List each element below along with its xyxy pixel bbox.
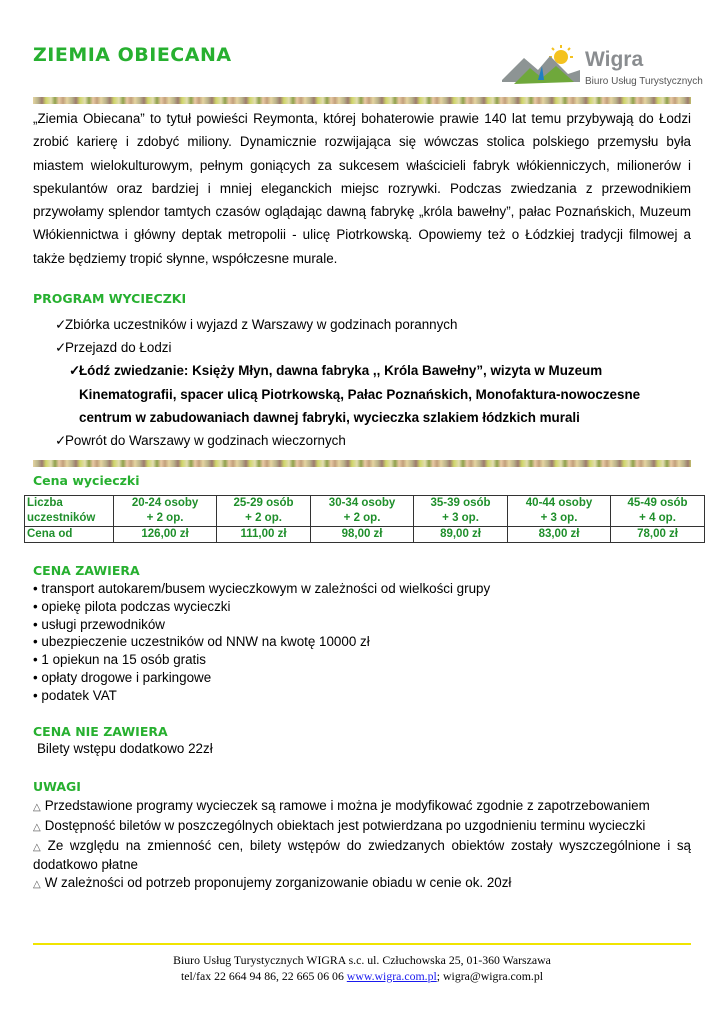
table-cell: 45-49 osób + 4 op. bbox=[611, 496, 705, 527]
intro-paragraph: „Ziemia Obiecana” to tytuł powieści Reymonta, której bohaterowie prawie 140 lat temu przybywają do Łodzi zrobić karierę i zdobyć miliony. Dynamicznie rozwijająca się wówczas stolica polskiego przemysłu była miastem wielokulturowym, pełnym goniących za sukcesem właścicieli fabryk włókienniczych, milionerów i spekulantów oraz bardziej i mniej eleganckich miejsc rozrywki. Podczas zwiedzania z przewodnikiem przywołamy splendor tamtych czasów oglądając dawną fabrykę „króla bawełny”, pałac Poznańskich, Muzeum Włókiennictwa i główny deptak metropolii - ulicę Piotrkowską. Opowiemy też o Łódzkiej tradycji filmowej a także będziemy tropić słynne, współczesne murale. bbox=[33, 111, 691, 266]
mountain-logo-icon bbox=[500, 44, 582, 90]
list-item: △ Ze względu na zmienność cen, bilety wstępów do zwiedzanych obiektów zostały wyszczególnione i są dodatkowo płatne bbox=[33, 837, 691, 873]
table-cell: 98,00 zł bbox=[310, 527, 413, 543]
table-cell: Cena od bbox=[25, 527, 114, 543]
list-item: △ Dostępność biletów w poszczególnych obiektach jest potwierdzana po uzgodnieniu terminu wycieczki bbox=[33, 817, 646, 833]
check-icon: ✓ bbox=[55, 339, 67, 355]
excludes-text: Bilety wstępu dodatkowo 22zł bbox=[37, 741, 213, 756]
table-cell: 78,00 zł bbox=[611, 527, 705, 543]
footer-contact: tel/fax 22 664 94 86, 22 665 06 06 www.wigra.com.pl; wigra@wigra.com.pl bbox=[181, 969, 543, 983]
triangle-bullet-icon: △ bbox=[33, 802, 41, 813]
list-item: ✓Łódź zwiedzanie: Księży Młyn, dawna fabryka ,, Króla Bawełny”, wizyta w Muzeum Kinematografii, spacer ulicą Piotrkowską, Pałac Poznańskich, Monofaktura-nowoczesne centrum w zabudowaniach dawnej fabryki, wycieczka szlakiem łódzkich murali bbox=[55, 359, 695, 430]
program-heading: PROGRAM WYCIECZKI bbox=[33, 291, 187, 306]
check-icon: ✓ bbox=[55, 317, 67, 332]
list-item: • opłaty drogowe i parkingowe bbox=[33, 669, 212, 685]
list-item: △ Przedstawione programy wycieczek są ramowe i można je modyfikować zgodnie z zapotrzebowaniem bbox=[33, 798, 650, 813]
decorative-divider bbox=[33, 460, 691, 467]
table-cell: 35-39 osób + 3 op. bbox=[414, 496, 508, 527]
triangle-bullet-icon: △ bbox=[33, 821, 41, 833]
table-cell: 30-34 osoby + 2 op. bbox=[310, 496, 413, 527]
company-logo bbox=[500, 44, 703, 90]
table-cell: 126,00 zł bbox=[114, 527, 217, 543]
list-item: △ W zależności od potrzeb proponujemy zorganizowanie obiadu w cenie ok. 20zł bbox=[33, 875, 512, 891]
decorative-divider bbox=[33, 97, 691, 104]
list-item: ✓Przejazd do Łodzi bbox=[55, 337, 695, 360]
list-item: • podatek VAT bbox=[33, 687, 117, 703]
notes-heading: UWAGI bbox=[33, 779, 81, 794]
logo-name: Wigra bbox=[585, 48, 644, 71]
table-cell: 89,00 zł bbox=[414, 527, 508, 543]
list-item: • usługi przewodników bbox=[33, 616, 165, 632]
table-cell: 20-24 osoby + 2 op. bbox=[114, 496, 217, 527]
table-row bbox=[25, 496, 705, 527]
list-item: ✓Powrót do Warszawy w godzinach wieczornych bbox=[55, 430, 695, 453]
check-icon: ✓ bbox=[69, 363, 81, 378]
table-cell: 111,00 zł bbox=[217, 527, 311, 543]
price-table bbox=[24, 495, 705, 543]
pricing-heading: Cena wycieczki bbox=[33, 473, 140, 488]
list-item: ✓Zbiórka uczestników i wyjazd z Warszawy w godzinach porannych bbox=[55, 314, 695, 337]
triangle-bullet-icon: △ bbox=[33, 879, 41, 891]
footer-divider bbox=[33, 943, 691, 945]
logo-subtitle: Biuro Usług Turystycznych bbox=[585, 76, 703, 87]
program-list bbox=[55, 314, 695, 452]
table-cell: 83,00 zł bbox=[507, 527, 610, 543]
excludes-heading: CENA NIE ZAWIERA bbox=[33, 724, 168, 739]
list-item: • 1 opiekun na 15 osób gratis bbox=[33, 652, 206, 668]
notes-list bbox=[33, 797, 691, 894]
table-cell: 25-29 osób + 2 op. bbox=[217, 496, 311, 527]
table-cell: Liczba uczestników bbox=[25, 496, 114, 527]
triangle-bullet-icon: △ bbox=[33, 841, 44, 853]
list-item: • opiekę pilota podczas wycieczki bbox=[33, 598, 231, 614]
website-link[interactable]: www.wigra.com.pl bbox=[346, 969, 437, 983]
page-title: ZIEMIA OBIECANA bbox=[33, 44, 232, 66]
footer bbox=[33, 952, 691, 984]
includes-heading: CENA ZAWIERA bbox=[33, 563, 140, 578]
table-cell: 40-44 osoby + 3 op. bbox=[507, 496, 610, 527]
check-icon: ✓ bbox=[55, 432, 67, 448]
list-item: • transport autokarem/busem wycieczkowym w zależności od wielkości grupy bbox=[33, 581, 491, 596]
table-row bbox=[25, 527, 705, 543]
footer-address: Biuro Usług Turystycznych WIGRA s.c. ul. Człuchowska 25, 01-360 Warszawa bbox=[173, 953, 551, 967]
includes-list bbox=[33, 580, 490, 705]
list-item: • ubezpieczenie uczestników od NNW na kwotę 10000 zł bbox=[33, 634, 370, 650]
